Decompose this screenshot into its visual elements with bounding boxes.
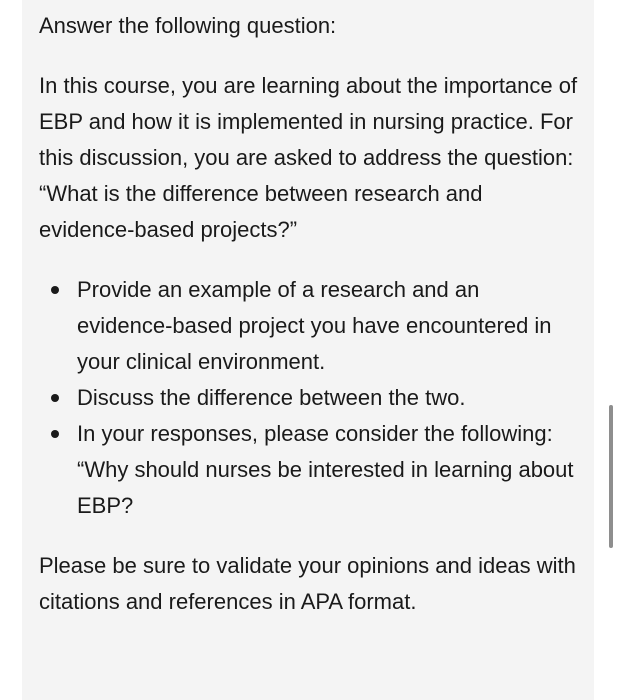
bullet-icon: [51, 286, 59, 294]
list-item: [39, 380, 578, 416]
scrollbar-thumb[interactable]: [609, 405, 613, 548]
list-item-text: In your responses, please consider the following: “Why should nurses be interested in learning about EBP?: [77, 421, 574, 518]
bullet-icon: [51, 394, 59, 402]
bullet-icon: [51, 430, 59, 438]
question-panel: [22, 0, 594, 700]
question-heading: Answer the following question:: [39, 13, 337, 38]
list-item-text: Provide an example of a research and an evidence-based project you have encountered in your clinical environment.: [77, 277, 552, 374]
list-item-text: Discuss the difference between the two.: [77, 385, 466, 410]
closing-instructions: Please be sure to validate your opinions and ideas with citations and references in APA format.: [39, 553, 576, 614]
bullet-list: [39, 272, 578, 524]
list-item: [39, 416, 578, 524]
question-intro: In this course, you are learning about the importance of EBP and how it is implemented in nursing practice. For this discussion, you are asked to address the question: “What is the difference between research and evidence-based projects?”: [39, 73, 578, 242]
list-item: [39, 272, 578, 380]
